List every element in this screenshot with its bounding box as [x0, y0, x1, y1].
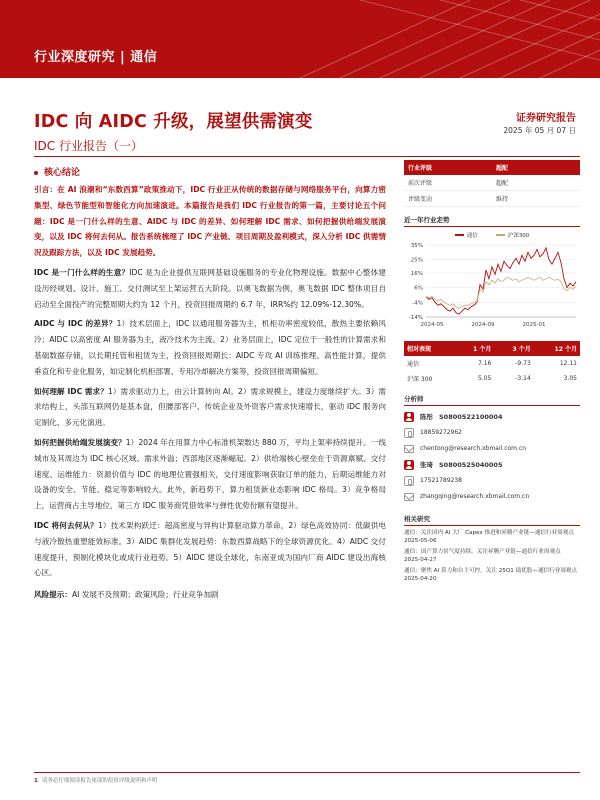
paragraph-aidc-diff: [34, 316, 386, 379]
report-type-label: 证券研究报告: [516, 113, 576, 124]
table-row: [404, 191, 580, 207]
analyst-name-row: [404, 459, 580, 470]
paragraph-lead: 如何理解 IDC 需求？: [34, 386, 108, 396]
rating-header-row: [404, 160, 580, 175]
y-tick-label: 16%: [410, 270, 423, 277]
header-banner: [0, 0, 600, 78]
section-heading: [34, 165, 80, 178]
person-icon: [404, 412, 414, 422]
analyst-phone-row: [404, 427, 580, 438]
risk-body: AI 发展不及预期；政策风险；行业竞争加剧: [71, 590, 219, 600]
paragraph-body: 1）2024 年在用算力中心标准机架数达 880 万，平均上架率持续提升。一线城市及其周边为 IDC 核心区域、需求外溢；西部地区逐渐崛起。2）供给端核心壁垒在于资源禀赋、交付速度、运维能力：资源价值与 IDC 的地理位置强相关，交付速度影响获取订单的能力，后期运维能力对设备的安全、节能、稳定等影响较大。此外，新趋势下，算力租赁新业态影响 IDC 格局。3）竞争格局上，运营商占主导地位，第三方 IDC 服务商凭借效率与弹性优势份额有望提升。: [34, 437, 387, 511]
table-row: [404, 371, 580, 386]
perf-cell: -3.14: [515, 375, 531, 382]
analyst-name-row: [404, 411, 580, 422]
page-number: 1: [34, 778, 38, 784]
y-tick-label: 35%: [410, 243, 423, 249]
paragraph-lead: IDC 是一门什么样的生意？: [34, 267, 130, 277]
risk-warning: [34, 587, 386, 603]
paragraph-lead: AIDC 与 IDC 的差异？: [34, 319, 117, 329]
paragraph-lead: 如何把握供给端发展演变？: [34, 437, 126, 447]
main-body: [34, 182, 386, 603]
title-divider: [34, 156, 580, 157]
sidebar: [404, 160, 583, 583]
perf-header-cell: 3 个月: [494, 341, 533, 356]
paragraph-demand: [34, 384, 386, 431]
series-line-index: [426, 277, 576, 308]
paragraph-body: 1）技术层面上，IDC 以通用服务器为主，机柜功率密度较低，散热主要依赖风冷；AIDC 以高密度 AI 服务器为主，液冷技术为主流。2）业务层面上，IDC 定位于一般性的计算需求和基础数据存储，以长期托管和租赁为主，投资回报周期长；AIDC 专攻 AI 训练推理、高性能计算，提供垂直化和专业化服务，如定制化机柜部署、专用冷却解决方案等，投资回报周期偏短。: [34, 319, 386, 376]
mail-icon: [404, 445, 414, 453]
rating-row-value: 维持: [492, 191, 580, 207]
related-report-link[interactable]: 通信：关注国内 AI 大厂 Capex 推进和昇腾产业链—通信行业周观点 2025-05-06: [404, 530, 580, 544]
paragraph-body: 1）需求驱动力上，由云计算转向 AI。2）需求规模上，建设力度继续扩大。3）需求结构上，头部互联网仍是基本盘，但腰部客户、传统企业及外资客户需求快速增长，驱动 IDC 服务向定制化、多元化演进。: [34, 386, 386, 428]
intro-paragraph: 引言：在 AI 浪潮和“东数西算”政策推动下，IDC 行业正从传统的数据存储与网络服务平台，向算力密集型、绿色节能型和智能化方向加速演进。本篇报告是我们 IDC 行业报告的第一篇，主要讨论五个问题：IDC 是一门什么样的生意、AIDC 与 IDC 的差异、如何理解 IDC 需求、如何把握供给端发展演变，以及 IDC 将何去何从。报告系统梳理了 IDC 产业链、项目周期及盈利模式，深入分析 IDC 供需情况及跟踪方法，以及 IDC 发展趋势。: [34, 185, 386, 258]
risk-lead: 风险提示：: [34, 590, 72, 600]
analyst-code: S0800525040005: [439, 460, 503, 469]
page-footer: [34, 772, 580, 784]
table-row: [404, 175, 580, 191]
y-tick-label: 25%: [410, 257, 423, 264]
perf-cell: 通信: [407, 361, 420, 368]
paragraph-body: IDC 是为企业提供互联网基础设施服务的专业化物理设施。数据中心整体建设历经规划、设计、施工、交付测试至上架运营五大阶段。以奥飞数据为例，奥飞数据 IDC 整体项目自启动至全面投产的完整周期大约为 12 个月，投资回报周期约 6.7 年，IRR%约 12.09%-12.30%。: [34, 267, 386, 309]
bullet-dot-icon: [34, 171, 38, 175]
legend-item-index: [496, 231, 530, 239]
legend-swatch: [496, 234, 505, 236]
perf-header-row: [404, 341, 580, 356]
banner-decoration: [0, 0, 600, 78]
perf-cell: 3.05: [563, 375, 577, 382]
analyst-code: S0800522100004: [439, 412, 503, 421]
y-tick-label: -4%: [412, 300, 423, 307]
rating-header-value: 超配: [492, 160, 580, 175]
perf-cell: 沪深 300: [407, 376, 433, 383]
related-report-link[interactable]: 通信：聚焦 AI 算力和自主可控，关注 25Q1 绩优股—通信行业周观点 2025-04-20: [404, 568, 583, 582]
perf-cell: 5.05: [478, 375, 492, 382]
chart-plot-area: [404, 241, 580, 331]
rating-row-label: 评级变动: [404, 191, 492, 207]
paragraph-supply: [34, 435, 386, 514]
perf-cell: 7.16: [478, 360, 492, 367]
paragraph-business: [34, 265, 386, 312]
table-row: [404, 356, 580, 371]
legend-label: 通信: [466, 233, 478, 239]
section-heading-label: 核心结论: [44, 168, 81, 178]
perf-header-cell: 相对表现: [404, 341, 455, 356]
rating-header-label: 行业评级: [404, 160, 492, 175]
x-tick-label: 2024-05: [420, 322, 444, 328]
chart-section-label: 近一年行业走势: [404, 215, 580, 227]
phone-icon: [404, 476, 414, 486]
trend-chart: [404, 231, 580, 331]
analyst-name: 张琦: [420, 461, 433, 469]
y-tick-label: 6%: [414, 285, 423, 292]
phone-icon: [404, 428, 414, 438]
rating-row-label: 前次评级: [404, 175, 492, 191]
rating-table: [404, 160, 580, 207]
perf-header-cell: 1 个月: [455, 341, 494, 356]
related-report-link[interactable]: 通信：国产算力景气度持续，关注昇腾产业链—通信行业周观点 2025-04-27: [404, 549, 567, 563]
related-section-label: 相关研究: [404, 514, 580, 526]
y-tick-label: -14%: [408, 315, 423, 321]
analyst-phone: 17521789238: [420, 477, 462, 484]
analyst-email-row: [404, 443, 580, 454]
mail-icon: [404, 493, 414, 501]
legend-label: 沪深300: [507, 233, 530, 239]
analyst-phone-row: [404, 475, 580, 486]
analyst-phone: 18859272962: [420, 429, 462, 436]
perf-cell: 12.11: [559, 360, 577, 367]
analyst-email-row: [404, 491, 580, 502]
analyst-email[interactable]: zhangqing@research.xbmail.com.cn: [420, 493, 530, 500]
analyst-email[interactable]: chentong@research.xbmail.com.cn: [420, 445, 527, 452]
paragraph-body: 1）技术架构跃迁：超高密度与异构计算驱动算力革命，2）绿色高效协同：低碳供电与液冷散热重塑能效标准。3）AIDC 集群化发展趋势：东数西算战略下的全球资源优化。4）AIDC 交付速度提升，预制化模块化或成行业趋势。5）AIDC 建设全球化，东南亚成为国内厂商 AIDC 建设出海核心区。: [34, 520, 386, 578]
x-tick-label: 2025-01: [522, 322, 546, 328]
x-tick-label: 2024-09: [471, 322, 495, 328]
chart-legend: [404, 231, 580, 239]
paragraph-outlook: [34, 518, 386, 581]
report-title: IDC 向 AIDC 升级，展望供需演变: [34, 112, 313, 132]
analyst-name: 陈彤: [420, 413, 433, 421]
perf-header-cell: 12 个月: [534, 341, 580, 356]
report-subtitle: IDC 行业报告（一）: [34, 139, 143, 153]
legend-swatch: [455, 234, 464, 236]
paragraph-lead: IDC 将何去何从？: [34, 520, 98, 530]
person-icon: [404, 460, 414, 470]
banner-title: 行业深度研究 | 通信: [34, 50, 158, 65]
report-date: 2025 年 05 月 07 日: [503, 126, 576, 135]
legend-item-industry: [455, 231, 478, 239]
perf-cell: -9.73: [515, 360, 531, 367]
footer-disclaimer: 请务必仔细阅读报告尾部的投资评级说明和声明: [41, 778, 158, 784]
performance-table: [404, 341, 580, 386]
rating-row-value: 超配: [492, 175, 580, 191]
analyst-section-label: 分析师: [404, 394, 580, 406]
